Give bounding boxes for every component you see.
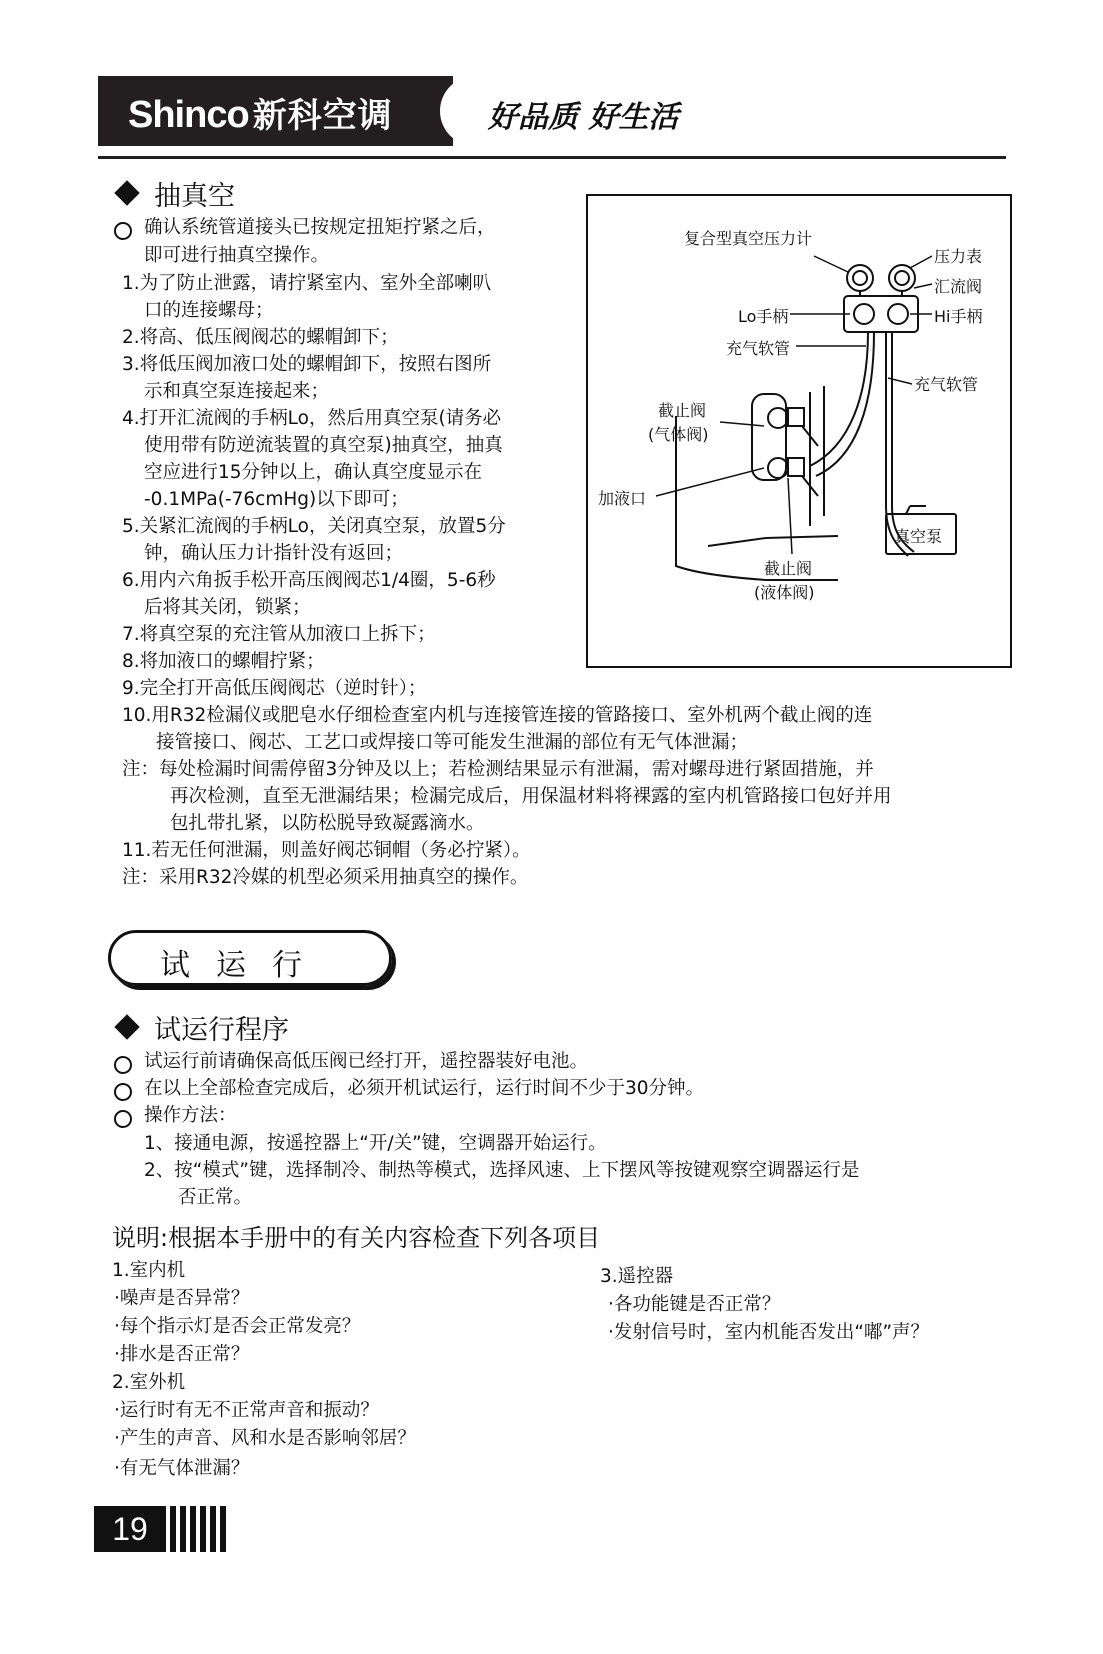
- step-line: 5.关紧汇流阀的手柄Lo，关闭真空泵，放置5分: [122, 516, 506, 537]
- label-stop-valve-liquid: 截止阀: [764, 559, 813, 578]
- diamond-bullet-icon: [114, 180, 139, 205]
- step-line: 1.为了防止泄露，请拧紧室内、室外全部喇叭: [122, 273, 492, 294]
- diamond-bullet-icon: [114, 1014, 139, 1039]
- intro-line: 即可进行抽真空操作。: [144, 245, 330, 266]
- label-manifold: 汇流阀: [934, 277, 983, 296]
- checklist-item: ·运行时有无不正常声音和振动？: [114, 1400, 379, 1421]
- step-line: 6.用内六角扳手松开高压阀阀芯1/4圈，5-6秒: [122, 570, 496, 591]
- step-line: 2.将高、低压阀阀芯的螺帽卸下；: [122, 327, 399, 348]
- label-compound-gauge: 复合型真空压力计: [684, 229, 813, 248]
- step-line: 4.打开汇流阀的手柄Lo，然后用真空泵(请务必: [122, 408, 502, 429]
- step-line: -0.1MPa(-76cmHg)以下即可；: [144, 489, 409, 510]
- trial-bullet: 在以上全部检查完成后，必须开机试运行，运行时间不少于30分钟。: [144, 1078, 705, 1099]
- trial-op: 否正常。: [178, 1187, 253, 1208]
- footer-stripe: [200, 1506, 206, 1552]
- label-charge-port: 加液口: [598, 489, 647, 508]
- circle-bullet-icon: [114, 1083, 132, 1101]
- step-line: 3.将低压阀加液口处的螺帽卸下，按照右图所: [122, 354, 492, 375]
- checklist-item: ·产生的声音、风和水是否影响邻居？: [114, 1428, 416, 1449]
- checklist-item: ·各功能键是否正常？: [608, 1294, 781, 1315]
- label-hi-handle: Hi手柄: [934, 307, 983, 326]
- step-line: 空应进行15分钟以上，确认真空度显示在: [144, 462, 483, 483]
- step-line: 口的连接螺母；: [144, 300, 274, 321]
- gauge-low-icon: [847, 265, 873, 291]
- step-line: 钟，确认压力计指针没有返回；: [144, 543, 404, 564]
- circle-bullet-icon: [114, 1110, 132, 1128]
- checklist-remote-title: 3.遥控器: [600, 1266, 674, 1287]
- step-line: 10.用R32检漏仪或肥皂水仔细检查室内机与连接管连接的管路接口、室外机两个截止阀的连: [122, 705, 873, 726]
- note-line: 注：采用R32冷媒的机型必须采用抽真空的操作。: [122, 867, 529, 888]
- label-lo-handle: Lo手柄: [738, 307, 789, 326]
- label-pressure-gauge: 压力表: [934, 247, 983, 266]
- section-title-text: 抽真空: [154, 181, 235, 212]
- label-charge-hose-left: 充气软管: [726, 339, 791, 358]
- label-stop-valve-gas: 截止阀: [658, 401, 707, 420]
- header-rule: [98, 156, 1006, 159]
- section-title-text: 试运行程序: [154, 1015, 289, 1046]
- trial-op: 2、按“模式”键，选择制冷、制热等模式，选择风速、上下摆风等按键观察空调器运行是: [144, 1160, 860, 1181]
- trial-bullet: 操作方法：: [144, 1105, 237, 1126]
- footer-stripe: [210, 1506, 216, 1552]
- vacuum-diagram: [586, 194, 1012, 668]
- label-stop-valve-gas-sub: (气体阀): [648, 425, 709, 444]
- label-stop-valve-liquid-sub: (液体阀): [754, 583, 815, 602]
- checklist-item: ·噪声是否异常？: [114, 1288, 250, 1309]
- note-line: 再次检测，直至无泄漏结果；检漏完成后，用保温材料将裸露的室内机管路接口包好并用: [170, 786, 892, 807]
- circle-bullet-icon: [114, 1056, 132, 1074]
- trial-op: 1、接通电源，按遥控器上“开/关”键，空调器开始运行。: [144, 1133, 607, 1154]
- step-line: 11.若无任何泄漏，则盖好阀芯铜帽（务必拧紧）。: [122, 840, 531, 861]
- brand-name: Shinco: [128, 94, 249, 136]
- circle-bullet-icon: [114, 222, 132, 240]
- step-line: 后将其关闭，锁紧；: [144, 597, 311, 618]
- checklist-outdoor-title: 2.室外机: [112, 1372, 186, 1393]
- footer-stripe: [170, 1506, 176, 1552]
- note-line: 包扎带扎紧，以防松脱导致凝露滴水。: [170, 813, 485, 834]
- brand-logo: [128, 88, 393, 137]
- footer-stripe: [190, 1506, 196, 1552]
- step-line: 示和真空泵连接起来；: [144, 381, 330, 402]
- note-line: 注：每处检漏时间需停留3分钟及以上；若检测结果显示有泄漏，需对螺母进行紧固措施，并: [122, 759, 874, 780]
- slogan: 好品质 好生活: [488, 100, 679, 135]
- step-line: 7.将真空泵的充注管从加液口上拆下；: [122, 624, 436, 645]
- label-charge-hose-right: 充气软管: [914, 375, 979, 394]
- label-vacuum-pump: 真空泵: [894, 527, 943, 546]
- checklist-title: 说明:根据本手册中的有关内容检查下列各项目: [112, 1224, 601, 1252]
- section-title-vacuum: [112, 174, 235, 213]
- gauge-high-icon: [889, 265, 915, 291]
- trial-run-banner-text: 试运行: [160, 948, 328, 983]
- trial-bullet: 试运行前请确保高低压阀已经打开，遥控器装好电池。: [144, 1051, 589, 1072]
- checklist-item: ·有无气体泄漏？: [114, 1458, 250, 1479]
- section-title-trial: [112, 1008, 289, 1047]
- checklist-item: ·发射信号时，室内机能否发出“嘟”声？: [608, 1322, 930, 1343]
- checklist-indoor-title: 1.室内机: [112, 1260, 186, 1281]
- step-line: 9.完全打开高低压阀阀芯（逆时针）；: [122, 678, 427, 699]
- step-line: 8.将加液口的螺帽拧紧；: [122, 651, 325, 672]
- footer-stripe: [180, 1506, 186, 1552]
- page-number: 19: [112, 1511, 148, 1547]
- step-line: 使用带有防逆流装置的真空泵)抽真空，抽真: [144, 435, 503, 456]
- intro-line: 确认系统管道接头已按规定扭矩拧紧之后，: [144, 217, 496, 238]
- checklist-item: ·每个指示灯是否会正常发亮？: [114, 1316, 361, 1337]
- checklist-item: ·排水是否正常？: [114, 1344, 250, 1365]
- footer-stripe: [220, 1506, 226, 1552]
- step-line: 接管接口、阀芯、工艺口或焊接口等可能发生泄漏的部位有无气体泄漏；: [156, 732, 749, 753]
- brand-name-cn: 新科空调: [252, 97, 393, 135]
